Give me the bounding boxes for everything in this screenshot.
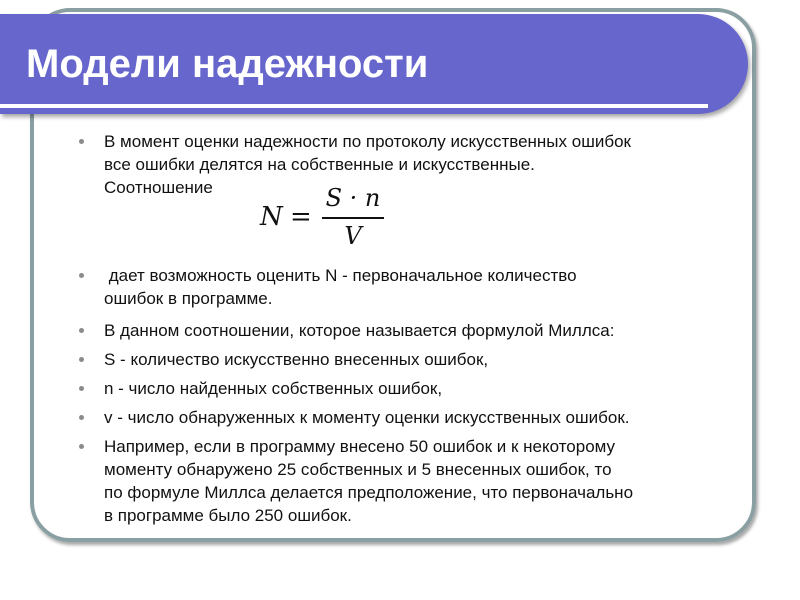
bullet-dot-icon [79,139,84,144]
bullet-dot-icon [79,328,84,333]
formula-lhs: N [260,202,283,232]
bullet-dot-icon [79,357,84,362]
bullet-line: В данном соотношении, которое называется формулой Миллса: [104,321,615,340]
bullet-dot-icon [79,273,84,278]
bullet-line: в программе было 250 ошибок. [104,506,352,525]
bullet-text [104,319,724,342]
bullet-dot-icon [79,444,84,449]
bullet-text [104,348,724,371]
bullet-line: Например, если в программу внесено 50 ошибок и к некоторому [104,437,616,456]
bullet-line: n - число найденных собственных ошибок, [104,379,443,398]
formula-equals: = [290,202,312,232]
bullet-dot-icon [79,415,84,420]
bullet-line: все ошибки делятся на собственные и искусственные. [104,155,535,174]
bullet-text [104,264,724,310]
mills-formula [260,184,390,254]
bullet-line: S - количество искусственно внесенных ошибок, [104,350,489,369]
bullet-line: В момент оценки надежности по протоколу искусственных ошибок [104,132,631,151]
bullet-line: моменту обнаружено 25 собственных и 5 внесенных ошибок, то [104,460,612,479]
bullet-dot-icon [79,386,84,391]
bullet-line: дает возможность оценить N - первоначальное количество [104,266,577,285]
bullet-text [104,406,724,429]
bullet-text [104,130,724,199]
slide-title: Модели надежности [26,42,429,86]
formula-fraction-bar [322,217,384,219]
bullet-line: v - число обнаруженных к моменту оценки искусственных ошибок. [104,408,630,427]
formula-denominator: V [344,222,362,250]
bullet-line: по формуле Миллса делается предположение, что первоначально [104,483,634,502]
bullet-line: ошибок в программе. [104,289,273,308]
bullet-text [104,435,724,527]
bullet-text [104,377,724,400]
bullet-line: Соотношение [104,178,213,197]
formula-numerator: S · n [325,184,381,212]
